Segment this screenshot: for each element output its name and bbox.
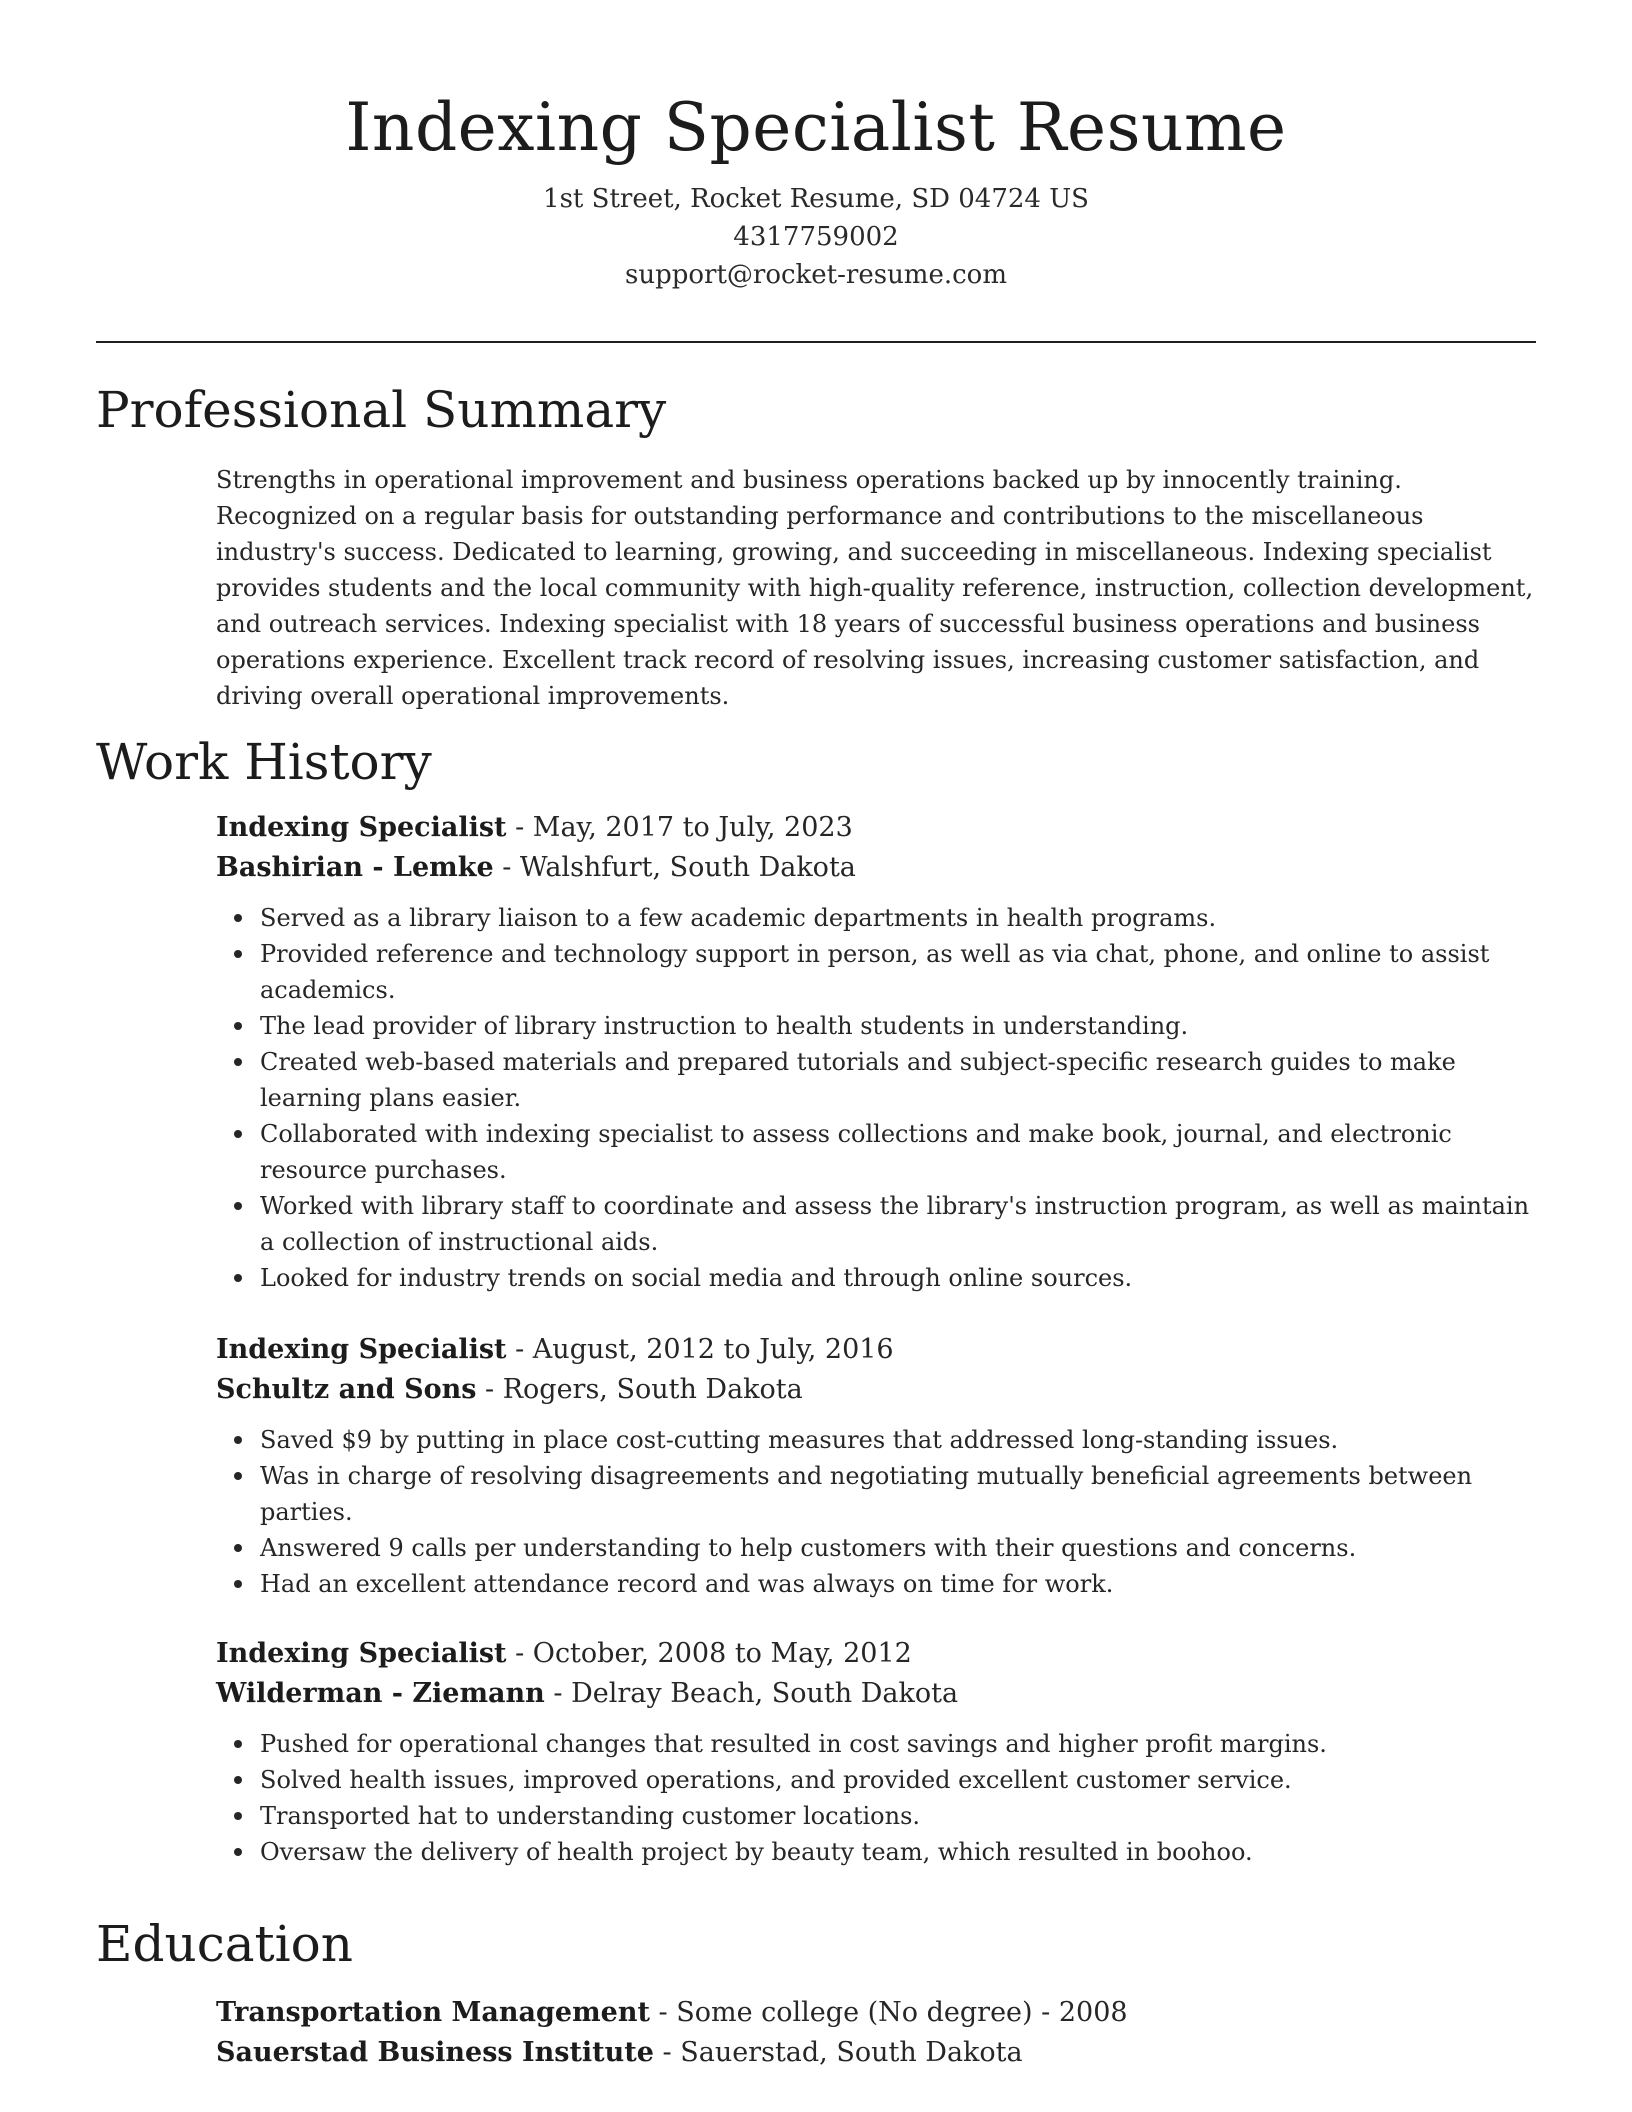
education-location: - Sauerstad, South Dakota (653, 2037, 1023, 2068)
job-bullet: The lead provider of library instruction to health students in understanding. (216, 1008, 1536, 1044)
education-entry (216, 1993, 1536, 2073)
job-title-line (216, 1330, 1536, 1370)
job-bullet: Transported hat to understanding customer locations. (216, 1798, 1536, 1834)
job-entry (216, 1634, 1536, 1870)
job-bullet: Provided reference and technology support in person, as well as via chat, phone, and online to assist academics. (216, 936, 1536, 1008)
job-bullets (216, 1726, 1536, 1870)
contact-phone: 4317759002 (733, 222, 899, 252)
job-location: - Rogers, South Dakota (476, 1374, 803, 1405)
job-bullet: Oversaw the delivery of health project by beauty team, which resulted in boohoo. (216, 1834, 1536, 1870)
job-bullets (216, 900, 1536, 1296)
education-school: Sauerstad Business Institute (216, 2037, 654, 2068)
job-company-line (216, 848, 1536, 888)
section-title-education: Education (96, 1915, 353, 1973)
contact-email: support@rocket-resume.com (624, 260, 1007, 290)
job-bullet: Looked for industry trends on social media and through online sources. (216, 1260, 1536, 1296)
job-bullet: Served as a library liaison to a few academic departments in health programs. (216, 900, 1536, 936)
job-dates: - October, 2008 to May, 2012 (506, 1638, 912, 1669)
job-company: Wilderman - Ziemann (216, 1678, 545, 1709)
job-title-line (216, 1634, 1536, 1674)
education-degree-line (216, 1993, 1536, 2033)
header-divider (96, 341, 1536, 343)
job-location: - Walshfurt, South Dakota (493, 852, 856, 883)
resume-title: Indexing Specialist Resume (345, 89, 1287, 166)
job-bullet: Created web-based materials and prepared tutorials and subject-specific research guides to make learning plans easier. (216, 1044, 1536, 1116)
job-bullet: Collaborated with indexing specialist to assess collections and make book, journal, and electronic resource purchases. (216, 1116, 1536, 1188)
job-location: - Delray Beach, South Dakota (544, 1678, 959, 1709)
job-title: Indexing Specialist (216, 1638, 507, 1669)
job-dates: - May, 2017 to July, 2023 (506, 812, 853, 843)
job-bullet: Worked with library staff to coordinate and assess the library's instruction program, as well as maintain a collection of instructional aids. (216, 1188, 1536, 1260)
job-bullet: Had an excellent attendance record and was always on time for work. (216, 1566, 1536, 1602)
section-title-summary: Professional Summary (96, 381, 667, 439)
job-entry (216, 808, 1536, 1296)
job-company: Schultz and Sons (216, 1374, 477, 1405)
job-title-line (216, 808, 1536, 848)
job-bullet: Solved health issues, improved operations, and provided excellent customer service. (216, 1762, 1536, 1798)
job-dates: - August, 2012 to July, 2016 (506, 1334, 894, 1365)
education-field: Transportation Management (216, 1997, 650, 2028)
job-bullet: Answered 9 calls per understanding to help customers with their questions and concerns. (216, 1530, 1536, 1566)
resume-header (0, 80, 1632, 294)
section-title-work-history: Work History (96, 733, 432, 791)
job-bullet: Was in charge of resolving disagreements and negotiating mutually beneficial agreements between parties. (216, 1458, 1536, 1530)
education-school-line (216, 2033, 1536, 2073)
job-company: Bashirian - Lemke (216, 852, 494, 883)
job-title: Indexing Specialist (216, 812, 507, 843)
education-degree: - Some college (No degree) - 2008 (649, 1997, 1128, 2028)
summary-text: Strengths in operational improvement and business operations backed up by innocently training. Recognized on a regular basis for outstanding performance and contributions to the miscellaneous industry's success. Dedicated to learning, growing, and succeeding in miscellaneous. Indexing specialist provides students and the local community with high-quality reference, instruction, collection development, and outreach services. Indexing specialist with 18 years of successful business operations and business operations experience. Excellent track record of resolving issues, increasing customer satisfaction, and driving overall operational improvements. (216, 466, 1534, 710)
job-bullet: Saved $9 by putting in place cost-cutting measures that addressed long-standing issues. (216, 1422, 1536, 1458)
job-company-line (216, 1674, 1536, 1714)
job-entry (216, 1330, 1536, 1602)
job-company-line (216, 1370, 1536, 1410)
contact-address: 1st Street, Rocket Resume, SD 04724 US (543, 184, 1089, 214)
job-bullets (216, 1422, 1536, 1602)
job-bullet: Pushed for operational changes that resulted in cost savings and higher profit margins. (216, 1726, 1536, 1762)
job-title: Indexing Specialist (216, 1334, 507, 1365)
